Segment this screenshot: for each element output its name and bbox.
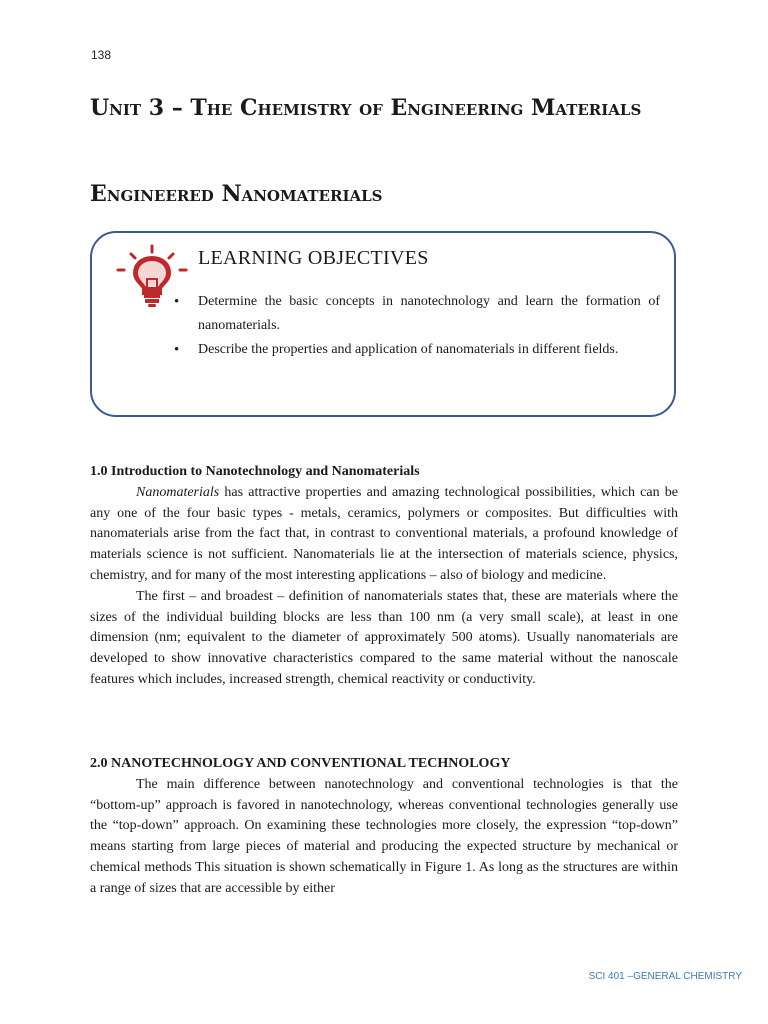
section-title: Engineered Nanomaterials bbox=[90, 181, 383, 207]
section-2 bbox=[90, 754, 678, 900]
section-2-paragraph-1: The main difference between nanotechnology and conventional technologies is that the “bottom-up” approach is favored in nanotechnology, whereas conventional technologies generally use the “top-down” approach. On examining these technologies more closely, the expression “top-down” means starting from large pieces of material and producing the expected structure by mechanical or chemical methods This situation is shown schematically in Figure 1. As long as the structures are within a range of sizes that are accessible by either bbox=[90, 776, 678, 896]
objectives-list bbox=[174, 290, 660, 362]
section-1 bbox=[90, 462, 678, 691]
section-1-paragraph-2: The first – and broadest – definition of nanomaterials states that, these are materials where the sizes of the individual building blocks are less than 100 nm (a very small scale), at least in one dimension (nm; equivalent to the diameter of approximately 500 atoms). Usually nanomaterials are developed to show innovative characteristics compared to the same material without the nanoscale features which includes, increased strength, chemical reactivity or conductivity. bbox=[90, 588, 678, 687]
page-footer: SCI 401 –GENERAL CHEMISTRY bbox=[588, 971, 742, 982]
term-nanomaterials: Nanomaterials bbox=[136, 484, 220, 500]
section-2-heading: 2.0 NANOTECHNOLOGY AND CONVENTIONAL TECHNOLOGY bbox=[90, 756, 511, 771]
objective-item: • Determine the basic concepts in nanotechnology and learn the formation of nanomaterials. bbox=[174, 290, 660, 338]
unit-title: Unit 3 – The Chemistry of Engineering Materials bbox=[90, 95, 642, 121]
objectives-title: LEARNING OBJECTIVES bbox=[198, 247, 429, 269]
section-1-heading: 1.0 Introduction to Nanotechnology and Nanomaterials bbox=[90, 464, 420, 479]
section-1-paragraph-1-text: has attractive properties and amazing technological possibilities, which can be any one of the four basic types - metals, ceramics, polymers or composites. But difficulties with nanomaterials arise from the fact that, in contrast to conventional materials, a profound knowledge of materials science is not sufficient. Nanomaterials lie at the intersection of materials science, physics, chemistry, and for many of the most interesting applications – also of biology and medicine. bbox=[90, 484, 678, 583]
page-number: 138 bbox=[91, 48, 112, 62]
objective-item: • Describe the properties and application of nanomaterials in different fields. bbox=[174, 338, 660, 362]
section-1-paragraph-1 bbox=[90, 483, 678, 587]
